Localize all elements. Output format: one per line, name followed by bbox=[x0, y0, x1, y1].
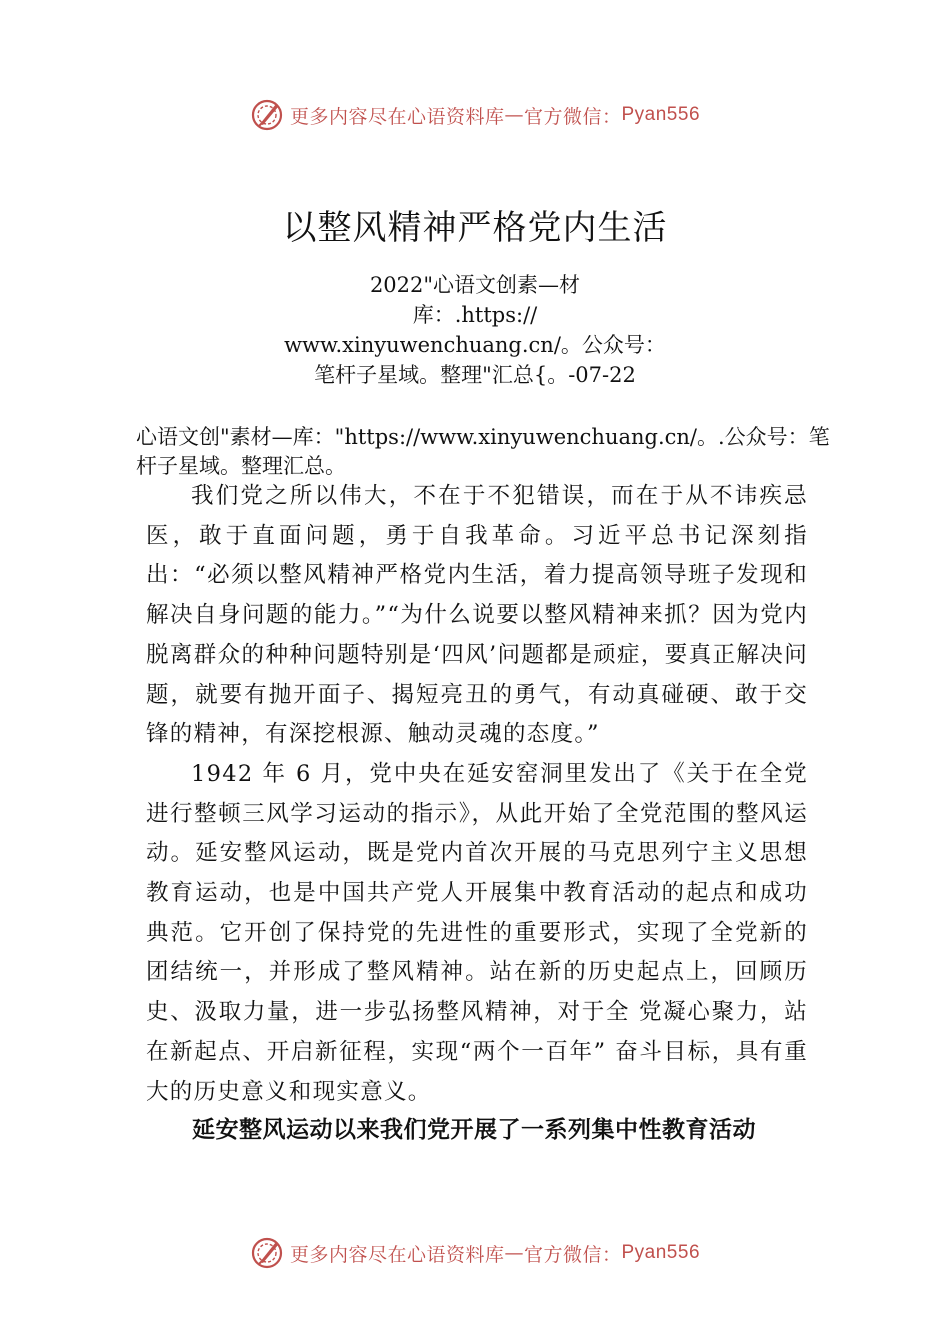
footer-banner bbox=[0, 1233, 950, 1273]
banner-text: 更多内容尽在心语资料库 bbox=[289, 1243, 505, 1266]
banner-wechat-label: 官方微信： bbox=[523, 1243, 622, 1266]
meta-line: 笔杆子星域。整理"汇总{。-07-22 bbox=[314, 363, 636, 387]
paragraph: 我们党之所以伟大，不在于不犯错误，而在于从不讳疾忌医，敢于直面问题，勇于自我革命。习近平总书记深刻指出：“必须以整风精神严格党内生活，着力提高领导班子发现和解决自身问题的能力。”“为什么说要以整风精神来抓？因为党内脱离群众的种种问题特别是‘四风’问题都是顽症，要真正解决问题，就要有抛开面子、揭短亮丑的勇气，有动真碰硬、敢于交锋的精神，有深挖根源、触动灵魂的态度。” bbox=[146, 483, 808, 748]
banner-wechat-id: Pyan556 bbox=[621, 1242, 701, 1263]
page-title: 以整风精神严格党内生活 bbox=[282, 208, 668, 248]
meta-line: www.xinyuwenchuang.cn/。公众号： bbox=[284, 333, 666, 357]
banner-wechat-id: Pyan556 bbox=[621, 104, 701, 125]
banner-dash: — bbox=[504, 104, 524, 126]
header-banner bbox=[0, 95, 950, 135]
meta-line: 库：.https:// bbox=[412, 303, 538, 327]
banner-text: 更多内容尽在心语资料库 bbox=[289, 105, 505, 128]
article-body bbox=[146, 477, 808, 1112]
quill-logo-icon bbox=[250, 1236, 284, 1270]
document-meta bbox=[0, 270, 950, 390]
meta-line: 2022"心语文创素—材 bbox=[369, 273, 581, 297]
banner-wechat-label: 官方微信： bbox=[523, 105, 622, 128]
paragraph: 1942 年 6 月，党中央在延安窑洞里发出了《关于在全党进行整顿三风学习运动的指示》，从此开始了全党范围的整风运动。延安整风运动，既是党内首次开展的马克思列宁主义思想教育运动，也是中国共产党人开展集中教育活动的起点和成功典范。它开创了保持党的先进性的重要形式，实现了全党新的团结统一，并形成了整风精神。站在新的历史起点上，回顾历史、汲取力量，进一步弘扬整风精神，对于全 党凝心聚力，站在新起点、开启新征程，实现“两个一百年” 奋斗目标，具有重大的历史意义和现实意义。 bbox=[146, 760, 808, 1105]
section-heading: 延安整风运动以来我们党开展了一系列集中性教育活动 bbox=[192, 1117, 756, 1143]
source-note: 心语文创"素材—库："https://www.xinyuwenchuang.cn/。.公众号：笔杆子星域。整理汇总。 bbox=[136, 425, 830, 478]
quill-logo-icon bbox=[250, 98, 284, 132]
banner-dash: — bbox=[504, 1242, 524, 1264]
